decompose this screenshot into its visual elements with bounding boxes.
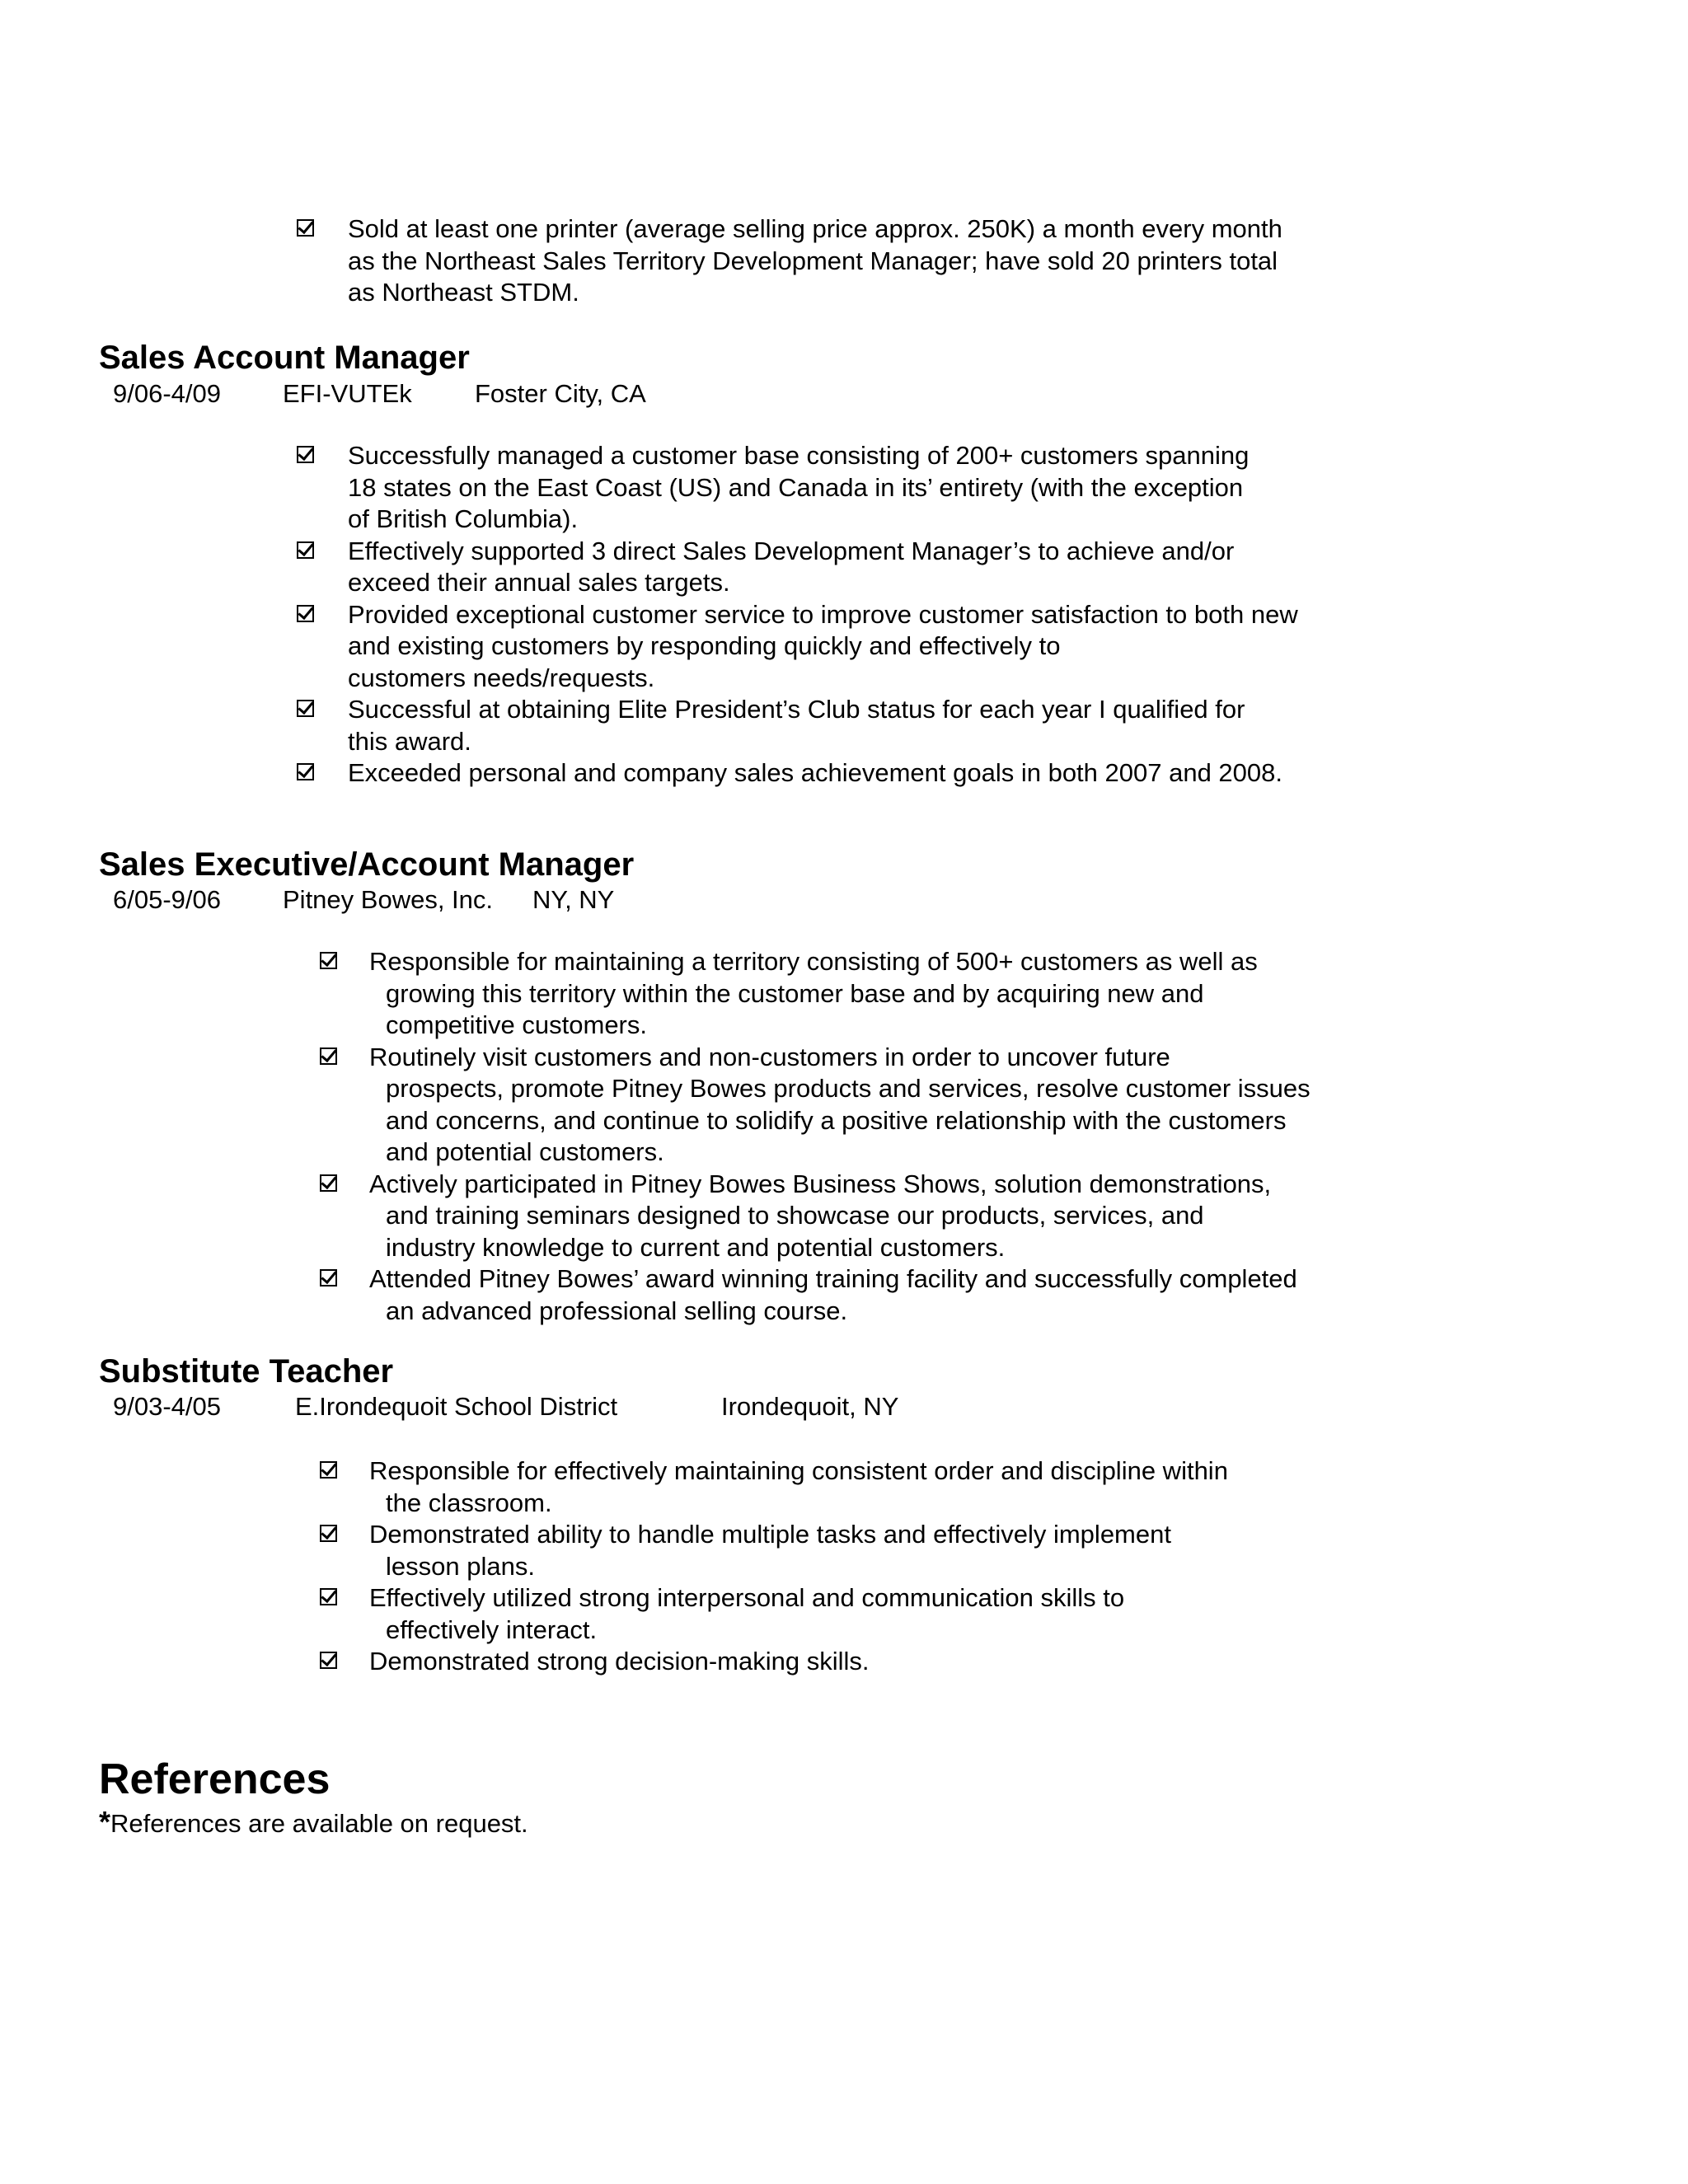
bullet-text-line: the classroom. [386, 1488, 552, 1517]
job-title-substitute-teacher: Substitute Teacher [99, 1353, 394, 1390]
job-company: EFI-VUTEk [283, 379, 412, 408]
bullet-text-line: Sold at least one printer (average selling price approx. 250K) a month every month [348, 214, 1282, 243]
checkbox-bullet-icon [320, 1047, 337, 1065]
checkbox-bullet-icon [320, 952, 337, 969]
bullet-text-line: and existing customers by responding quickly and effectively to [348, 631, 1061, 660]
bullet-text-line: as the Northeast Sales Territory Development Manager; have sold 20 printers total [348, 246, 1278, 275]
checkbox-bullet-icon [320, 1588, 337, 1605]
bullet-text-line: this award. [348, 726, 471, 756]
bullet-item [320, 1169, 1474, 1264]
bullet-item [320, 1646, 1474, 1678]
bullet-text-line: of British Columbia). [348, 504, 579, 533]
bullet-item [320, 1042, 1474, 1169]
bullet-item [320, 1455, 1474, 1519]
bullet-text-line: Responsible for effectively maintaining consistent order and discipline within [369, 1456, 1228, 1485]
references-note [99, 1807, 528, 1840]
job-bullet-list [320, 1455, 1474, 1678]
references-heading: References [99, 1755, 331, 1803]
checkbox-bullet-icon [297, 219, 314, 237]
bullet-text-line: Actively participated in Pitney Bowes Business Shows, solution demonstrations, [369, 1169, 1272, 1198]
job-dates: 9/03-4/05 [113, 1392, 221, 1421]
bullet-item [320, 1519, 1474, 1582]
bullet-text-line: Routinely visit customers and non-customers in order to uncover future [369, 1042, 1170, 1071]
bullet-text-line: 18 states on the East Coast (US) and Canada in its’ entirety (with the exception [348, 472, 1244, 502]
checkbox-bullet-icon [320, 1652, 337, 1669]
bullet-text-line: growing this territory within the customer base and by acquiring new and [386, 978, 1204, 1008]
bullet-item [297, 536, 1451, 599]
bullet-text-line: Provided exceptional customer service to improve customer satisfaction to both new [348, 599, 1298, 629]
bullet-text-line: Effectively supported 3 direct Sales Development Manager’s to achieve and/or [348, 536, 1235, 565]
bullet-text-line: Responsible for maintaining a territory consisting of 500+ customers as well as [369, 947, 1258, 976]
bullet-item [320, 1582, 1474, 1646]
checkbox-bullet-icon [297, 541, 314, 559]
bullet-text-line: customers needs/requests. [348, 663, 655, 692]
job-bullet-list [297, 440, 1451, 790]
bullet-item [320, 1263, 1474, 1327]
checkbox-bullet-icon [297, 700, 314, 717]
job-dates: 9/06-4/09 [113, 379, 221, 408]
bullet-item [297, 213, 1451, 309]
checkbox-bullet-icon [320, 1174, 337, 1192]
bullet-text-line: Demonstrated ability to handle multiple tasks and effectively implement [369, 1520, 1171, 1549]
job-bullet-list [320, 946, 1474, 1327]
job-company: Pitney Bowes, Inc. [283, 885, 494, 914]
job-location: Irondequoit, NY [721, 1392, 899, 1421]
checkbox-bullet-icon [297, 446, 314, 463]
bullet-text-line: exceed their annual sales targets. [348, 568, 730, 597]
bullet-text-line: an advanced professional selling course. [386, 1296, 848, 1325]
bullet-text-line: prospects, promote Pitney Bowes products and services, resolve customer issues [386, 1074, 1311, 1103]
bullet-text-line: Demonstrated strong decision-making skills. [369, 1647, 870, 1675]
checkbox-bullet-icon [297, 605, 314, 622]
bullet-text-line: Successfully managed a customer base consisting of 200+ customers spanning [348, 441, 1250, 470]
job-title-sales-account-manager: Sales Account Manager [99, 340, 470, 376]
job-dates: 6/05-9/06 [113, 885, 221, 914]
bullet-text-line: Exceeded personal and company sales achievement goals in both 2007 and 2008. [348, 758, 1283, 787]
bullet-text-line: effectively interact. [386, 1615, 598, 1644]
job-location: NY, NY [532, 885, 615, 914]
bullet-text-line: as Northeast STDM. [348, 278, 579, 307]
intro-bullet-list [297, 213, 1451, 309]
bullet-text-line: Attended Pitney Bowes’ award winning training facility and successfully completed [369, 1264, 1297, 1293]
references-text: References are available on request. [110, 1809, 528, 1838]
checkbox-bullet-icon [320, 1525, 337, 1542]
job-title-sales-executive: Sales Executive/Account Manager [99, 846, 635, 883]
bullet-text-line: and concerns, and continue to solidify a positive relationship with the customers [386, 1105, 1287, 1135]
bullet-text-line: industry knowledge to current and potential customers. [386, 1232, 1006, 1262]
bullet-item [297, 757, 1451, 790]
asterisk: * [99, 1805, 111, 1839]
checkbox-bullet-icon [320, 1461, 337, 1479]
bullet-text-line: and training seminars designed to showcase our products, services, and [386, 1201, 1204, 1230]
bullet-text-line: Effectively utilized strong interpersonal and communication skills to [369, 1583, 1125, 1612]
bullet-item [297, 694, 1451, 757]
bullet-text-line: and potential customers. [386, 1137, 664, 1166]
job-location: Foster City, CA [475, 379, 646, 408]
bullet-text-line: lesson plans. [386, 1551, 535, 1581]
bullet-text-line: Successful at obtaining Elite President’s Club status for each year I qualified for [348, 695, 1245, 724]
bullet-text-line: competitive customers. [386, 1010, 647, 1039]
bullet-item [320, 946, 1474, 1042]
checkbox-bullet-icon [297, 763, 314, 780]
bullet-item [297, 440, 1451, 536]
job-company: E.Irondequoit School District [295, 1392, 618, 1421]
checkbox-bullet-icon [320, 1269, 337, 1286]
bullet-item [297, 599, 1451, 695]
